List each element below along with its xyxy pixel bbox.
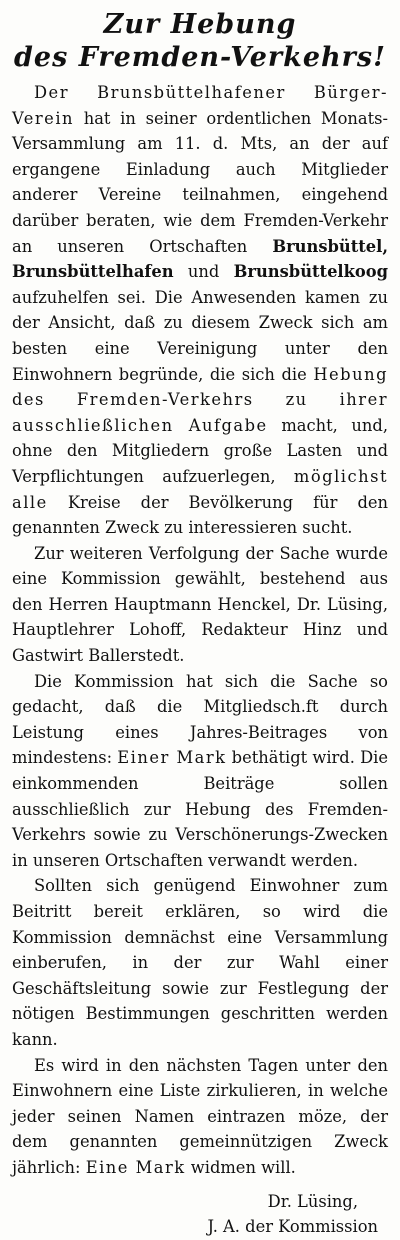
article-paragraph: [12, 541, 388, 669]
headline-line-2: des Fremden-Verkehrs!: [14, 42, 386, 73]
article-paragraph: [12, 80, 388, 541]
signature-name: Dr. Lüsing,: [267, 1191, 358, 1211]
body-text: Kreise der Bevölkerung für den genannten Zweck zu interessieren sucht.: [12, 492, 388, 538]
emphasized-text: Hebung des Fremden-Verkehrs zu ihrer ausschließlichen Aufgabe: [12, 364, 388, 435]
emphasized-text: Einer Mark: [117, 748, 227, 768]
body-text: macht, und, ohne den Mitgliedern große Lasten und Verpflichtungen aufzuerlegen,: [12, 415, 388, 486]
body-text: Die Kommission hat sich die Sache so gedacht, daß die Mitgliedsch.ft durch Leistung eines Jahres-Beitrages von mindestens:: [12, 671, 388, 768]
emphasized-text: Der Brunsbüttelhafener Bürger-Verein: [12, 83, 388, 128]
signature-role: J. A. der Kommission: [207, 1217, 378, 1237]
body-text: hat in seiner ordentlichen Monats-Versammlung am 11. d. Mts, an der auf ergangene Einladung auch Mitglieder anderer Vereine teilnahmen, eingehend darüber beraten, wie dem Fremden-Verkehr an unseren Ortschaften: [12, 108, 388, 256]
article-paragraph: [12, 1053, 388, 1181]
body-text: bethätigt wird. Die einkommenden Beiträge sollen ausschließlich zur Hebung des Fremden-Verkehrs sowie zu Verschönerungs-Zwecken in unseren Ortschaften verwandt werden.: [12, 748, 389, 870]
body-text: widmen will.: [185, 1157, 296, 1177]
body-text: Zur weiteren Verfolgung der Sache wurde eine Kommission gewählt, bestehend aus den Herren Hauptmann Henckel, Dr. Lüsing, Hauptlehrer Lohoff, Redakteur Hinz und Gastwirt Ballerstedt.: [12, 543, 388, 666]
article-paragraph: [12, 669, 388, 874]
headline: [12, 8, 388, 74]
signature-block: [12, 1189, 388, 1240]
article-paragraph: [12, 873, 388, 1052]
emphasized-text: möglichst alle: [12, 466, 388, 512]
body-text: Sollten sich genügend Einwohner zum Beitritt bereit erklären, so wird die Kommission demnächst eine Versammlung einberufen, in der zur Wahl einer Geschäftsleitung sowie zur Festlegung der nötigen Bestimmungen geschritten werden kann.: [12, 876, 388, 1049]
body-text: und: [173, 262, 234, 282]
headline-line-1: Zur Hebung: [103, 9, 297, 40]
emphasized-text: Eine Mark: [85, 1157, 186, 1177]
place-name: Brunsbüttelkoog: [233, 262, 388, 282]
body-text: Es wird in den nächsten Tagen unter den Einwohnern eine Liste zirkulieren, in welche jeder seinen Namen eintrazen möze, der dem genannten gemeinnützigen Zweck jährlich:: [12, 1055, 388, 1177]
place-name: Brunsbüttel, Brunsbüttelhafen: [12, 236, 388, 282]
body-text: aufzuhelfen sei. Die Anwesenden kamen zu der Ansicht, daß zu diesem Zweck sich am besten eine Vereinigung unter den Einwohnern begründe, die sich die: [12, 287, 388, 384]
article-body: [12, 80, 388, 1181]
